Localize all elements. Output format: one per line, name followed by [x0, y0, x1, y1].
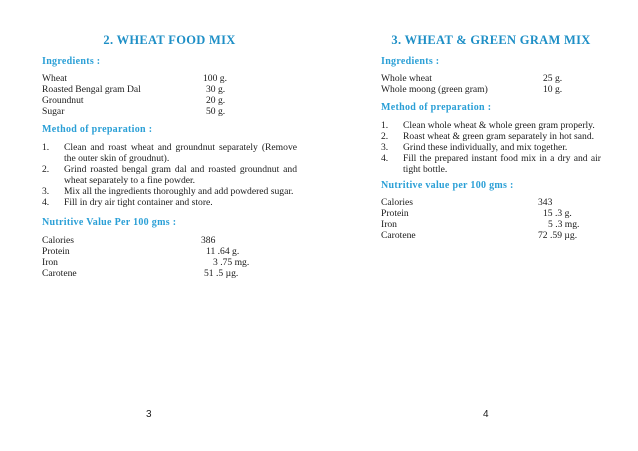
method-steps — [381, 120, 601, 175]
nutritive-heading: Nutritive Value Per 100 gms : — [42, 217, 177, 228]
step-number: 1. — [381, 120, 389, 131]
method-step — [42, 164, 297, 186]
page-left — [42, 0, 297, 451]
nutrient-row — [381, 219, 601, 230]
nutrient-row — [42, 246, 297, 257]
nutrient-name: Protein — [42, 246, 70, 257]
step-text: Fill the prepared instant food mix in a dry and air tight bottle. — [403, 153, 601, 175]
step-number: 2. — [42, 164, 50, 175]
recipe-title: 2. WHEAT FOOD MIX — [103, 33, 236, 47]
ingredient-qty: 20 g. — [206, 95, 226, 106]
method-step — [42, 142, 297, 164]
nutrient-name: Calories — [42, 235, 74, 246]
step-text: Clean and roast wheat and groundnut separately (Remove the outer skin of groudnut). — [64, 142, 297, 164]
ingredient-qty: 50 g. — [206, 106, 226, 117]
nutrient-name: Calories — [381, 197, 413, 208]
page-right — [381, 0, 601, 451]
nutrient-row — [42, 268, 297, 279]
step-number: 1. — [42, 142, 50, 153]
step-number: 3. — [42, 186, 50, 197]
ingredient-row — [42, 73, 297, 84]
nutrient-value: 386 — [201, 235, 216, 246]
ingredient-row — [42, 106, 297, 117]
page-number: 3 — [146, 409, 152, 420]
step-text: Grind roasted bengal gram dal and roasted groundnut and wheat separately to a fine powder. — [64, 164, 297, 186]
ingredient-row — [42, 84, 297, 95]
nutrient-value: 5 .3 mg. — [548, 219, 580, 230]
ingredient-qty: 25 g. — [543, 73, 563, 84]
nutrient-value: 343 — [538, 197, 553, 208]
step-number: 4. — [42, 197, 50, 208]
ingredient-name: Groundnut — [42, 95, 84, 106]
method-step — [381, 142, 601, 153]
ingredient-row — [42, 95, 297, 106]
ingredient-qty: 30 g. — [206, 84, 226, 95]
step-text: Fill in dry air tight container and store. — [64, 197, 213, 208]
ingredient-name: Whole moong (green gram) — [381, 84, 488, 95]
method-heading: Method of preparation : — [42, 124, 153, 135]
method-step — [381, 153, 601, 175]
nutrient-row — [42, 235, 297, 246]
step-text: Clean whole wheat & whole green gram properly. — [403, 120, 595, 131]
ingredient-name: Wheat — [42, 73, 68, 84]
ingredients-heading: Ingredients : — [42, 56, 101, 67]
ingredient-name: Sugar — [42, 106, 65, 117]
method-heading: Method of preparation : — [381, 102, 492, 113]
nutrient-name: Iron — [42, 257, 58, 268]
page-number: 4 — [483, 409, 489, 420]
recipe-title: 3. WHEAT & GREEN GRAM MIX — [391, 33, 591, 47]
method-step — [42, 197, 297, 208]
ingredient-name: Whole wheat — [381, 73, 432, 84]
nutrient-row — [42, 257, 297, 268]
method-step — [381, 131, 601, 142]
step-number: 2. — [381, 131, 389, 142]
nutrient-name: Carotene — [381, 230, 416, 241]
nutritive-heading: Nutritive value per 100 gms : — [381, 180, 514, 191]
nutrient-value: 3 .75 mg. — [213, 257, 250, 268]
step-text: Mix all the ingredients thoroughly and add powdered sugar. — [64, 186, 294, 197]
nutrient-value: 15 .3 g. — [543, 208, 572, 219]
step-number: 4. — [381, 153, 389, 164]
method-step — [381, 120, 601, 131]
nutrient-value: 72 .59 µg. — [538, 230, 578, 241]
step-text: Grind these individually, and mix together. — [403, 142, 568, 153]
ingredients-heading: Ingredients : — [381, 56, 440, 67]
ingredient-qty: 100 g. — [203, 73, 227, 84]
step-number: 3. — [381, 142, 389, 153]
method-step — [42, 186, 297, 197]
nutrient-name: Iron — [381, 219, 397, 230]
ingredient-qty: 10 g. — [543, 84, 563, 95]
ingredient-row — [381, 84, 601, 95]
nutrient-name: Carotene — [42, 268, 77, 279]
nutrient-row — [381, 230, 601, 241]
ingredient-name: Roasted Bengal gram Dal — [42, 84, 141, 95]
nutrient-name: Protein — [381, 208, 409, 219]
ingredient-row — [381, 73, 601, 84]
step-text: Roast wheat & green gram separately in hot sand. — [403, 131, 595, 142]
nutrient-value: 51 .5 µg. — [204, 268, 239, 279]
nutrient-row — [381, 208, 601, 219]
nutrient-value: 11 .64 g. — [206, 246, 240, 257]
method-steps — [42, 142, 297, 208]
nutrient-row — [381, 197, 601, 208]
